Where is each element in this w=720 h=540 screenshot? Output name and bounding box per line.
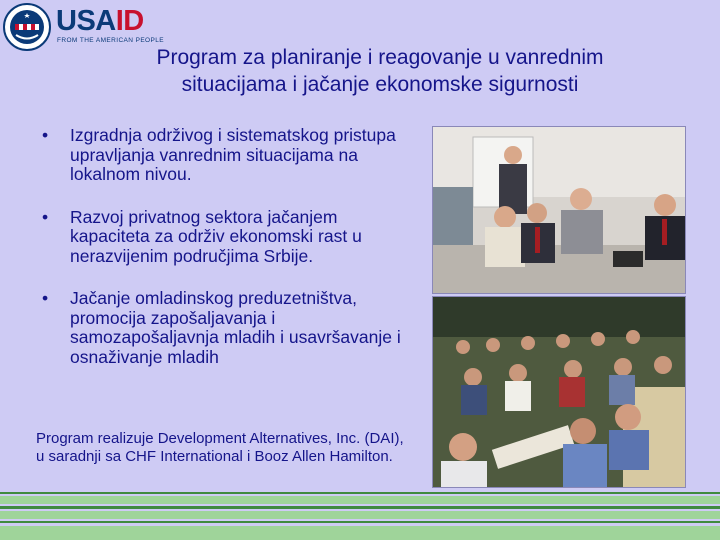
decorative-bottom-stripes — [0, 492, 720, 540]
usaid-wordmark-id: ID — [115, 5, 144, 37]
stripe-dark — [0, 521, 720, 523]
bullet-list — [36, 126, 416, 390]
usaid-wordmark — [56, 4, 144, 38]
bullet-text: Razvoj privatnog sektora jačanjem kapaciteta za održiv ekonomski rast u nerazvijenim područjima Srbije. — [70, 206, 362, 266]
slide-title — [60, 44, 700, 98]
bullet-text: Jačanje omladinskog preduzetništva, promocija zapošaljavanja i samozapošaljavnja mladih i usavršavanje i osnaživanje mladih — [70, 288, 401, 367]
meeting-photo — [432, 126, 686, 294]
usaid-logo — [2, 2, 172, 48]
bullet-item — [36, 126, 416, 185]
bullet-item — [36, 208, 416, 267]
usaid-wordmark-usa: USA — [56, 5, 116, 37]
audience-photo-illustration — [433, 297, 685, 487]
bullet-marker: • — [42, 125, 49, 145]
stripe-dark — [0, 492, 720, 494]
audience-photo — [432, 296, 686, 488]
program-implementer-note: Program realizuje Development Alternatives, Inc. (DAI), u saradnji sa CHF International i Booz Allen Hamilton. — [36, 430, 404, 465]
usaid-seal-icon — [2, 2, 52, 52]
bullet-item — [36, 289, 416, 367]
meeting-photo-illustration — [433, 127, 685, 293]
stripe-light — [0, 511, 720, 519]
stripe-light — [0, 496, 720, 504]
bullet-marker: • — [42, 288, 49, 308]
stripe-dark — [0, 506, 720, 509]
usaid-tagline: FROM THE AMERICAN PEOPLE — [57, 37, 164, 44]
slide-title-line-1: Program za planiranje i reagovanje u vanrednim — [156, 46, 604, 69]
slide-title-line-2: situacijama i jačanje ekonomske sigurnosti — [181, 73, 579, 96]
bullet-marker: • — [42, 206, 49, 227]
bullet-text: Izgradnja održivog i sistematskog pristupa upravljanja vanrednim situacijama na lokalnom nivou. — [70, 125, 396, 184]
stripe-light — [0, 526, 720, 540]
